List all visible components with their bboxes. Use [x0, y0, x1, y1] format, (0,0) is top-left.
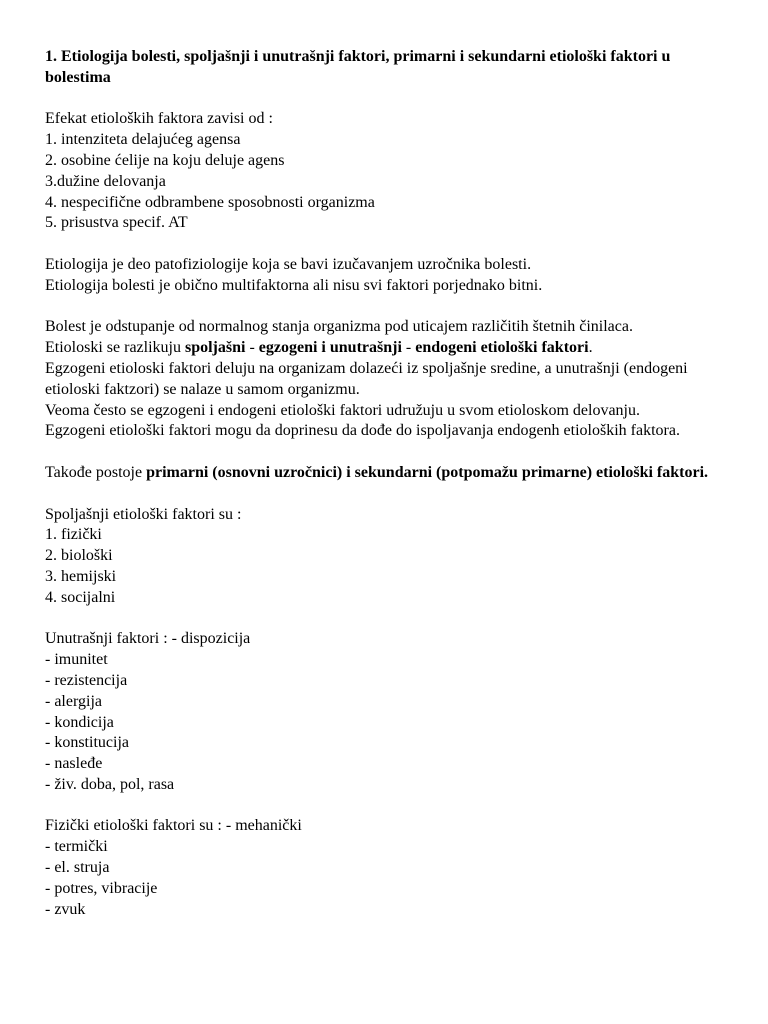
list-item: - konstitucija	[45, 734, 129, 752]
list-item: - kondicija	[45, 713, 114, 731]
list-item: - termički	[45, 838, 108, 856]
bold-term: spoljašni	[184, 339, 246, 357]
etiology-definition-section	[45, 255, 735, 297]
list-item: 2. osobine ćelije na koju deluje agens	[45, 151, 285, 169]
disease-line: Egzogeni etioloski faktori deluju na organizam dolazeći iz spoljašnje sredine, a unutrašnji (endogeni etioloski faktzori) se nalaze u samom organizmu.	[45, 359, 688, 398]
bold-term: (osnovni uzročnici) i	[208, 463, 355, 481]
spacer	[45, 609, 735, 630]
list-item: 1. fizički	[45, 526, 102, 544]
list-item: - imunitet	[45, 651, 108, 669]
list-item: - alergija	[45, 692, 103, 710]
list-item: 3. hemijski	[45, 567, 117, 585]
list-item: 3.dužine delovanja	[45, 172, 166, 190]
bold-term: egzogeni i unutrašnji	[258, 339, 402, 357]
list-item: - zvuk	[45, 900, 86, 918]
list-item: - rezistencija	[45, 671, 128, 689]
list-item: - el. struja	[45, 859, 110, 877]
disease-line: Veoma često se egzogeni i endogeni etiološki faktori udružuju u svom etioloskom delovanju.	[45, 401, 640, 419]
list-item: 4. nespecifične odbrambene sposobnosti organizma	[45, 193, 375, 211]
spacer	[45, 297, 735, 318]
spacer	[45, 89, 735, 110]
list-item: - nasleđe	[45, 755, 103, 773]
text-run: Etioloski se razlikuju	[45, 339, 185, 357]
document-title: 1. Etiologija bolesti, spoljašnji i unutrašnji faktori, primarni i sekundarni etiološki faktori u bolestima	[45, 48, 671, 86]
etiology-line: Etiologija bolesti je obično multifaktorna ali nisu svi faktori porjednako bitni.	[45, 276, 543, 294]
list-item: 2. biološki	[45, 547, 113, 565]
effect-factors-section	[45, 109, 735, 234]
physical-factors-section	[45, 816, 735, 920]
spacer	[45, 234, 735, 255]
internal-intro: Unutrašnji faktori : - dispozicija	[45, 630, 251, 648]
list-item: 4. socijalni	[45, 588, 116, 606]
list-item: - potres, vibracije	[45, 879, 158, 897]
physical-intro: Fizički etiološki faktori su : - mehanički	[45, 817, 302, 835]
spacer	[45, 796, 735, 817]
bold-term: primarni	[146, 463, 209, 481]
text-run: Takođe postoje	[45, 463, 147, 481]
internal-factors-section	[45, 629, 735, 795]
bold-term: etiološki faktori.	[596, 463, 709, 481]
bold-term: (potpomažu primarne)	[432, 463, 597, 481]
list-item: - živ. doba, pol, rasa	[45, 775, 175, 793]
primary-secondary-section	[45, 463, 735, 484]
external-intro: Spoljašnji etiološki faktori su :	[45, 505, 242, 523]
list-item: 5. prisustva specif. AT	[45, 214, 188, 232]
bold-term: endogeni etiološki faktori	[415, 339, 589, 357]
bold-term: sekundarni	[354, 463, 433, 481]
disease-definition-section	[45, 317, 735, 442]
spacer	[45, 484, 735, 505]
external-factors-section	[45, 505, 735, 609]
text-run: .	[588, 339, 593, 357]
effect-intro: Efekat etioloških faktora zavisi od :	[45, 110, 273, 128]
document-page	[45, 47, 735, 920]
text-run: -	[401, 339, 416, 357]
etiology-line: Etiologija je deo patofiziologije koja se bavi izučavanjem uzročnika bolesti.	[45, 255, 532, 273]
text-run: -	[245, 339, 259, 357]
spacer	[45, 442, 735, 463]
disease-line: Egzogeni etiološki faktori mogu da doprinesu da dođe do ispoljavanja endogenh etioloških faktora.	[45, 422, 680, 440]
list-item: 1. intenziteta delajućeg agensa	[45, 131, 241, 149]
primary-secondary-line	[45, 463, 735, 484]
disease-line: Bolest je odstupanje od normalnog stanja organizma pod uticajem različitih štetnih činilaca.	[45, 318, 633, 336]
factor-types-line	[45, 338, 735, 359]
